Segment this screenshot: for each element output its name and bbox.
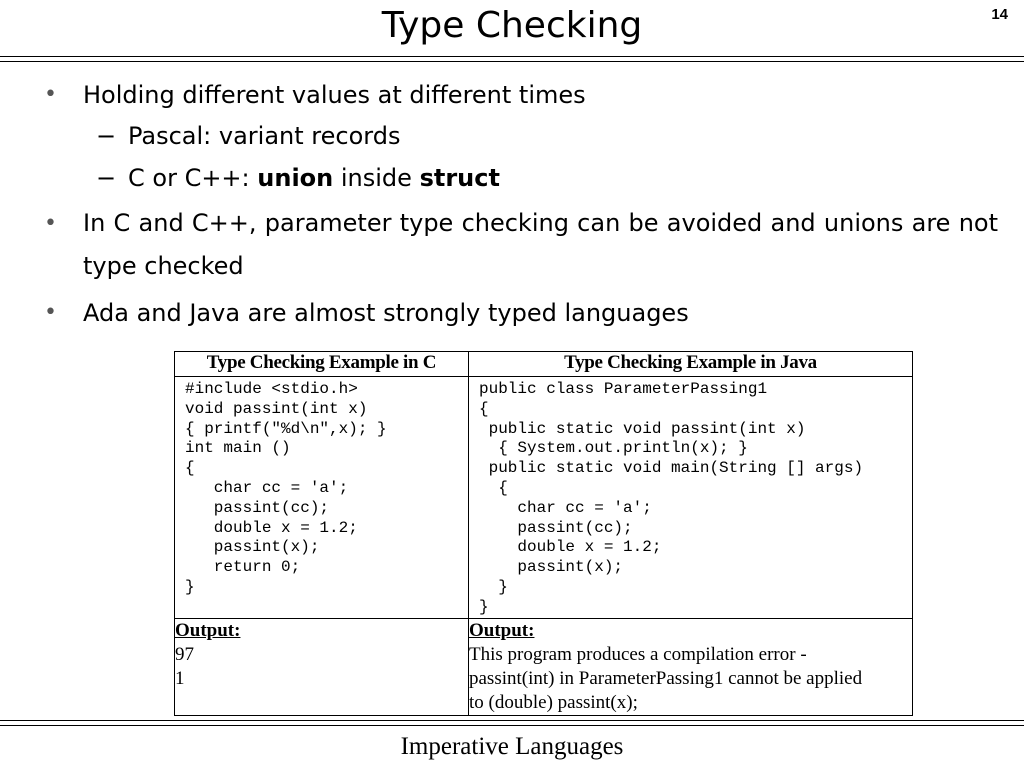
bottom-rule-inner	[0, 725, 1024, 726]
java-code: public class ParameterPassing1 { public static void passint(int x) { System.out.println(x); } public static void main(String [] args) { char cc = 'a'; passint(cc); double x = 1.2; passint(x); } }	[479, 380, 864, 616]
c-code: #include <stdio.h> void passint(int x) { printf("%d\n",x); } int main () { char cc = 'a'; passint(cc); double x = 1.2; passint(x); return 0; }	[185, 380, 387, 596]
output-label: Output:	[175, 619, 241, 641]
slide-footer: Imperative Languages	[400, 733, 624, 760]
sub-bullet-item	[0, 116, 1024, 156]
output-line: 97	[175, 643, 194, 665]
bullet-dot-icon: •	[44, 211, 57, 236]
bottom-rule	[0, 720, 1024, 721]
bullet-list	[0, 78, 1024, 340]
c-code-cell	[175, 377, 469, 619]
bullet-dot-icon: •	[44, 300, 57, 325]
java-output-text: This program produces a compilation error - passint(int) in ParameterPassing1 cannot be applied to (double) passint(x);	[469, 643, 863, 713]
java-example-header: Type Checking Example in Java	[469, 352, 913, 377]
dash-icon: −	[96, 164, 117, 192]
sub-bullet-text: Pascal: variant records	[128, 122, 401, 150]
bullet-item	[0, 78, 1024, 112]
bullet-dot-icon: •	[44, 82, 57, 107]
c-example-header: Type Checking Example in C	[175, 352, 469, 377]
keyword-struct: struct	[419, 164, 500, 192]
dash-icon: −	[96, 122, 117, 150]
c-output-cell	[175, 618, 469, 715]
output-line: 1	[175, 667, 185, 689]
bullet-text: Ada and Java are almost strongly typed languages	[83, 299, 689, 327]
java-output-cell	[469, 618, 913, 715]
java-code-cell	[469, 377, 913, 619]
slide-title: Type Checking	[381, 5, 643, 46]
bullet-text: In C and C++, parameter type checking can be avoided and unions are not type checked	[83, 209, 998, 280]
keyword-union: union	[257, 164, 334, 192]
bullet-text: Holding different values at different times	[83, 81, 586, 109]
top-rule-inner	[0, 61, 1024, 62]
slide-number: 14	[991, 6, 1008, 23]
sub-bullet-middle: inside	[333, 164, 420, 192]
bullet-item	[0, 202, 1024, 288]
sub-bullet-prefix: C or C++:	[128, 164, 258, 192]
sub-bullet-item	[0, 158, 1024, 198]
top-rule	[0, 56, 1024, 57]
output-label: Output:	[469, 619, 535, 641]
bullet-item	[0, 296, 1024, 330]
sub-bullet-list	[0, 116, 1024, 198]
type-checking-examples-table	[174, 351, 913, 716]
